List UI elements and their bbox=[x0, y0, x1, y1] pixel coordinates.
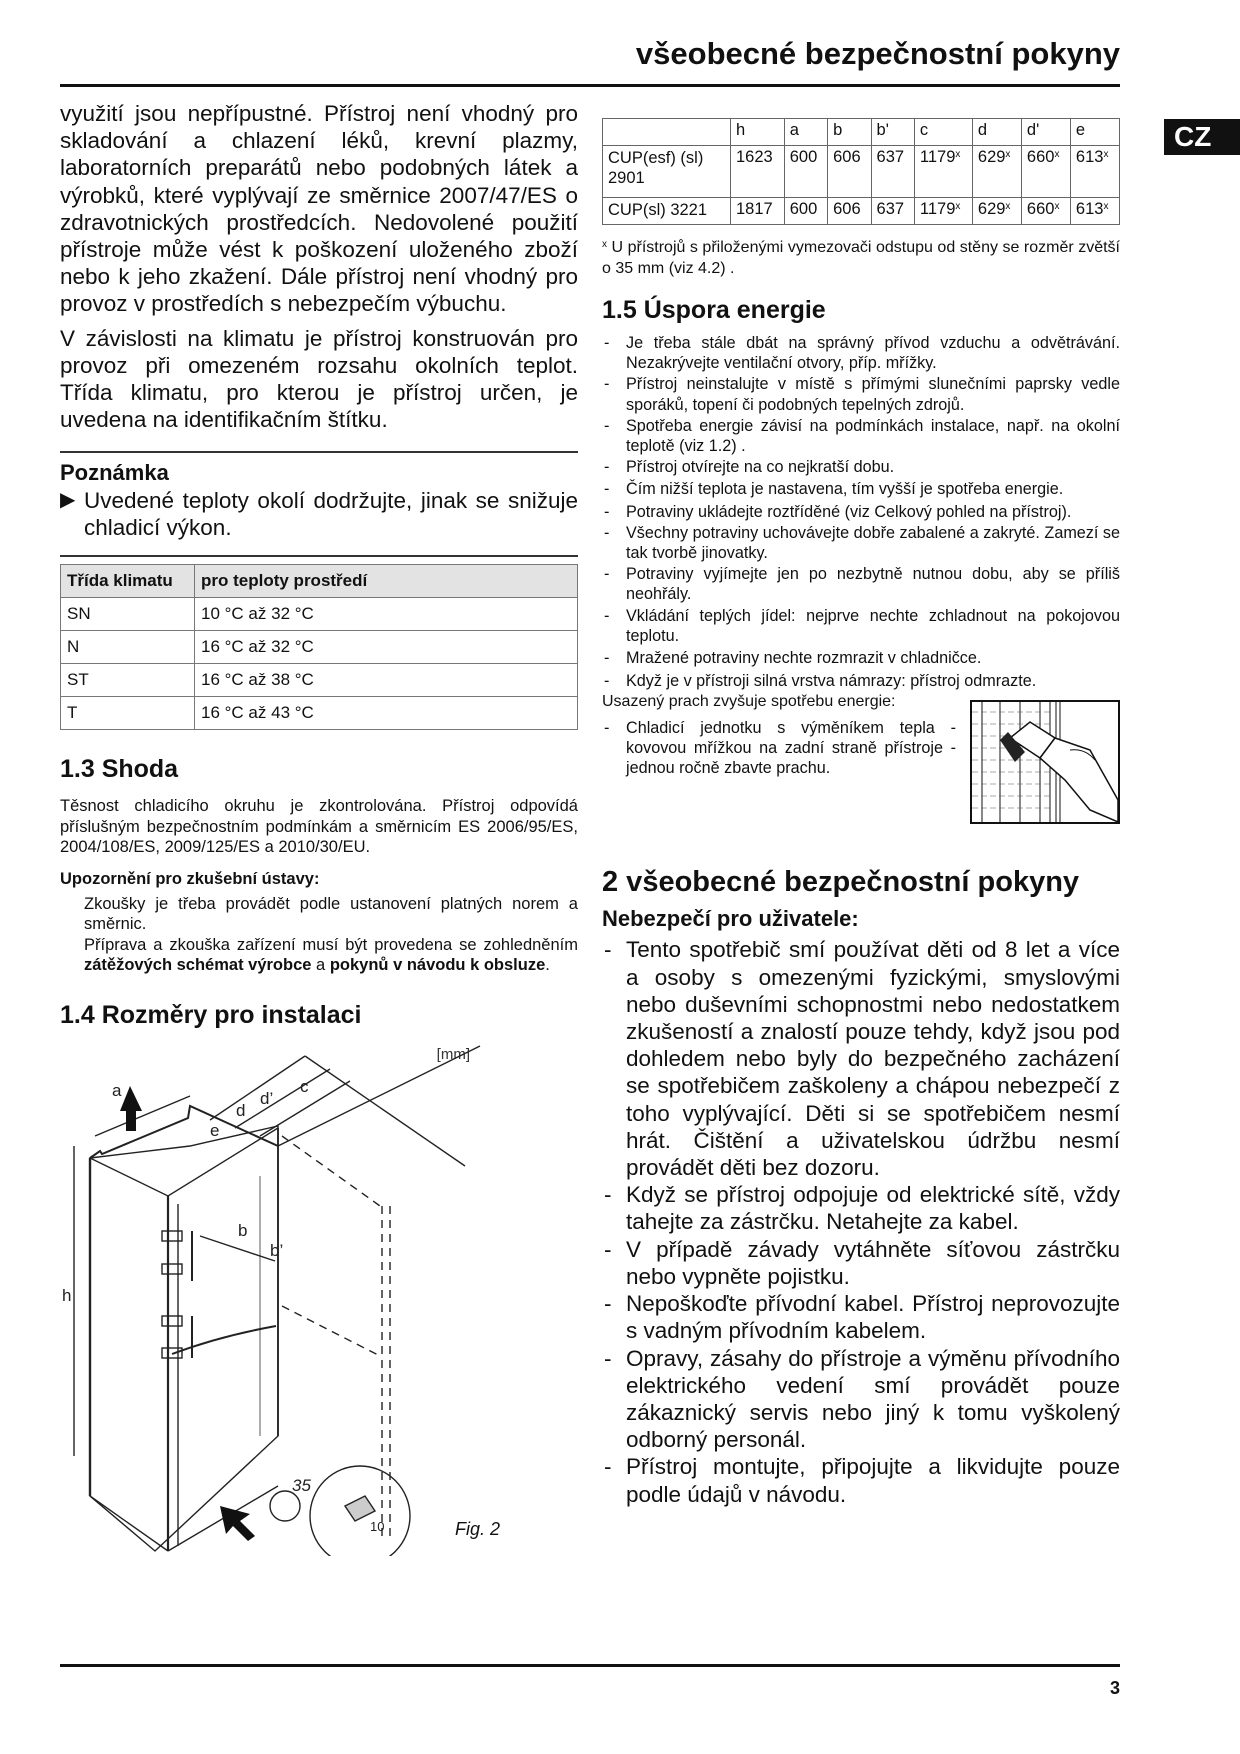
figure-caption: Fig. 2 bbox=[454, 1518, 500, 1539]
list-item bbox=[602, 1345, 1120, 1454]
climate-class-table bbox=[60, 564, 578, 730]
figure-unit-label: [mm] bbox=[436, 1045, 470, 1063]
list-item-text: Mražené potraviny nechte rozmrazit v chladničce. bbox=[626, 649, 982, 668]
dash-bullet: - bbox=[604, 1236, 612, 1262]
column-header: d bbox=[972, 119, 1021, 146]
table-cell: 16 °C až 32 °C bbox=[195, 631, 578, 664]
dash-bullet: - bbox=[604, 1345, 612, 1371]
dash-bullet: - bbox=[604, 334, 610, 352]
list-item bbox=[602, 1181, 1120, 1235]
dust-list bbox=[602, 718, 956, 779]
conformity-text: Těsnost chladicího okruhu je zkontrolována. Přístroj odpovídá příslušným bezpečnostním podmínkám a směrnicím ES 2006/95/ES, 2004/108/ES, 2009/125/ES a 2010/30/EU. bbox=[60, 797, 578, 857]
dash-bullet: - bbox=[604, 565, 610, 584]
list-item bbox=[602, 479, 1120, 499]
table-cell bbox=[1021, 146, 1070, 198]
list-item-text: Všechny potraviny uchovávejte dobře zabalené a zakryté. Zamezí se tak tvorbě jinovatky. bbox=[626, 523, 1120, 563]
page-number: 3 bbox=[1109, 1678, 1120, 1698]
cell-value: 629 bbox=[977, 148, 1006, 166]
footnote-mark: x bbox=[955, 201, 961, 212]
footer-rule bbox=[60, 1664, 1120, 1667]
cell-value: 613 bbox=[1075, 148, 1104, 166]
list-item bbox=[602, 564, 1120, 604]
dash-bullet: - bbox=[604, 1291, 612, 1317]
table-row bbox=[603, 146, 1120, 198]
section-heading-2: 2 všeobecné bezpečnostní pokyny bbox=[602, 866, 1080, 899]
dimension-label-a: a bbox=[112, 1080, 122, 1100]
intro-paragraph-1: využití jsou nepřípustné. Přístroj není vhodný pro skladování a chlazení léků, krevní plazmy, laboratorních preparátů nebo podobných látek a výrobků, které vyplývají ze směrnice 2007/47/ES o zdravotnických prostředcích. Nedovolené použití přístroje může vést k poškození uloženého zboží nebo k jeho zkažení. Dále přístroj není vhodný pro provoz v prostředích s nebezpečím výbuchu. bbox=[60, 101, 578, 317]
table-row bbox=[61, 598, 578, 631]
table-cell: 16 °C až 38 °C bbox=[195, 664, 578, 697]
dimension-label-c: c bbox=[300, 1076, 309, 1096]
table-cell: SN bbox=[61, 598, 195, 631]
list-item bbox=[602, 1290, 1120, 1344]
table-cell: T bbox=[61, 697, 195, 730]
list-item bbox=[602, 1453, 1120, 1507]
dash-bullet: - bbox=[604, 1182, 612, 1208]
list-item-text: Když je v přístroji silná vrstva námrazy: přístroj odmrazte. bbox=[626, 672, 1037, 691]
right-column bbox=[602, 118, 1120, 1508]
table-cell: ST bbox=[61, 664, 195, 697]
table-cell bbox=[972, 146, 1021, 198]
table-cell: 606 bbox=[828, 198, 871, 225]
table-cell: 16 °C až 43 °C bbox=[195, 697, 578, 730]
list-item-text: Opravy, zásahy do přístroje a výměnu přívodního elektrického vedení smí provádět pouze zákaznický servis nebo jiný k tomu vyškolený odborný personál. bbox=[626, 1345, 1120, 1453]
triangle-right-icon: ▶ bbox=[60, 489, 76, 512]
table-cell: 637 bbox=[871, 146, 914, 198]
dash-bullet: - bbox=[604, 375, 610, 394]
column-header: d' bbox=[1021, 119, 1070, 146]
footnote-mark: x bbox=[1103, 201, 1109, 212]
list-item-text: Je třeba stále dbát na správný přívod vzduchu a odvětrávání. Nezakrývejte ventilační otvory, příp. mřížky. bbox=[626, 334, 1120, 373]
testing-notice-line-2 bbox=[84, 935, 578, 976]
notice-emphasis: pokynů v návodu k obsluze bbox=[329, 956, 546, 975]
dash-bullet: - bbox=[604, 649, 610, 668]
list-item-text: Čím nižší teplota je nastavena, tím vyšší je spotřeba energie. bbox=[626, 480, 1064, 499]
dimension-label-d-prime: d’ bbox=[260, 1088, 274, 1108]
model-name-cell: CUP(esf) (sl) 2901 bbox=[603, 146, 731, 198]
list-item-text: Přístroj neinstalujte v místě s přímými slunečními paprsky vedle sporáků, topení či podobných tepelných zdrojů. bbox=[626, 375, 1120, 414]
table-cell bbox=[1070, 146, 1119, 198]
section-heading-1-4: 1.4 Rozměry pro instalaci bbox=[60, 1000, 362, 1029]
list-item-text: Nepoškoďte přívodní kabel. Přístroj neprovozujte s vadným přívodním kabelem. bbox=[626, 1291, 1120, 1344]
column-header: h bbox=[731, 119, 785, 146]
notice-text: a bbox=[311, 956, 330, 975]
page-header-title: všeobecné bezpečnostní pokyny bbox=[635, 36, 1120, 71]
cell-value: 1179 bbox=[919, 200, 956, 218]
table-cell: 600 bbox=[784, 198, 827, 225]
note-heading: Poznámka bbox=[60, 460, 169, 486]
table-row bbox=[61, 631, 578, 664]
footnote-text: U přístrojů s přiloženými vymezovači odstupu od stěny se rozměr zvětší o 35 mm (viz 4.2) . bbox=[602, 239, 1120, 277]
list-item bbox=[602, 333, 1120, 373]
cleaning-brush-illustration bbox=[970, 700, 1120, 824]
dash-bullet: - bbox=[604, 937, 612, 963]
column-header: a bbox=[784, 119, 827, 146]
footnote-mark: x bbox=[1103, 149, 1109, 160]
dimensions-table bbox=[602, 118, 1120, 225]
column-header: Třída klimatu bbox=[61, 565, 195, 598]
notice-text: Příprava a zkouška zařízení musí být provedena se zohledněním bbox=[84, 935, 578, 954]
list-item-text: Chladicí jednotku s výměníkem tepla - kovovou mřížkou na zadní straně přístroje - jednou ročně zbavte prachu. bbox=[626, 718, 956, 778]
list-item bbox=[602, 671, 1120, 691]
list-item-text: Přístroj montujte, připojujte a likvidujte pouze podle údajů v návodu. bbox=[626, 1454, 1120, 1507]
list-item-text: V případě závady vytáhněte síťovou zástrčku nebo vypněte pojistku. bbox=[626, 1236, 1120, 1289]
list-item bbox=[602, 1236, 1120, 1290]
table-cell bbox=[1021, 198, 1070, 225]
dust-intro: Usazený prach zvyšuje spotřebu energie: bbox=[602, 693, 896, 711]
header-rule bbox=[60, 84, 1120, 87]
dash-bullet: - bbox=[604, 718, 610, 737]
column-header bbox=[603, 119, 731, 146]
dash-bullet: - bbox=[604, 606, 610, 625]
table-cell: 10 °C až 32 °C bbox=[195, 598, 578, 631]
footnote-mark: x bbox=[1005, 201, 1011, 212]
dash-bullet: - bbox=[604, 672, 610, 691]
energy-saving-list bbox=[602, 333, 1120, 691]
notice-emphasis: zátěžových schémat výrobce bbox=[84, 956, 312, 975]
testing-notice-heading: Upozornění pro zkušební ústavy: bbox=[60, 869, 320, 888]
footnote-mark: x bbox=[955, 149, 961, 160]
intro-paragraph-2: V závislosti na klimatu je přístroj konstruován pro provoz při omezeném rozsahu okolních teplot. Třída klimatu, pro kterou je přístroj určen, je uvedena na identifikačním štítku. bbox=[60, 325, 578, 433]
footnote-mark: x bbox=[1005, 149, 1011, 160]
dash-bullet: - bbox=[604, 502, 610, 521]
table-cell bbox=[914, 198, 972, 225]
left-column bbox=[60, 100, 578, 1556]
cell-value: 629 bbox=[977, 200, 1006, 218]
language-badge: CZ bbox=[1164, 119, 1240, 155]
notice-text: . bbox=[545, 956, 550, 975]
note-top-rule bbox=[60, 451, 578, 453]
user-hazard-subheading: Nebezpečí pro uživatele: bbox=[602, 906, 859, 932]
list-item bbox=[602, 523, 1120, 563]
testing-notice-body bbox=[60, 894, 578, 976]
list-item bbox=[602, 374, 1120, 414]
table-cell: 1623 bbox=[731, 146, 785, 198]
table-header-row bbox=[61, 565, 578, 598]
dimension-footnote bbox=[602, 235, 1120, 279]
table-cell bbox=[972, 198, 1021, 225]
column-header: e bbox=[1070, 119, 1119, 146]
list-item-text: Potraviny ukládejte roztříděné (viz Celkový pohled na přístroj). bbox=[626, 502, 1072, 521]
list-item-text: Když se přístroj odpojuje od elektrické sítě, vždy tahejte za zástrčku. Netahejte za kabel. bbox=[626, 1182, 1120, 1235]
table-cell bbox=[914, 146, 972, 198]
dust-cleaning-text bbox=[602, 692, 970, 824]
table-row bbox=[603, 198, 1120, 225]
note-item bbox=[60, 487, 578, 541]
wrench-size-label: 10 bbox=[370, 1518, 385, 1534]
dash-bullet: - bbox=[604, 458, 610, 477]
dash-bullet: - bbox=[604, 523, 610, 542]
table-cell: 606 bbox=[828, 146, 871, 198]
note-bottom-rule bbox=[60, 555, 578, 557]
dash-bullet: - bbox=[604, 1454, 612, 1480]
column-header: b bbox=[828, 119, 871, 146]
list-item bbox=[602, 416, 1120, 456]
cell-value: 660 bbox=[1026, 200, 1055, 218]
list-item bbox=[602, 457, 1120, 477]
list-item-text: Tento spotřebič smí používat děti od 8 let a více a osoby s omezenými fyzickými, smyslovými nebo duševními schopnostmi nebo nedostatkem zkušeností a znalostí pouze tehdy, když jsou pod dohledem nebo byly do bezpečného zacházení se spotřebičem zaškoleny a chápou nebezpečí z toho vyplývající. Děti si se spotřebičem nesmí hrát. Čištění a uživatelskou údržbu nesmí provádět děti bez dozoru. bbox=[626, 937, 1120, 1181]
dimension-label-h: h bbox=[62, 1285, 72, 1305]
list-item bbox=[602, 502, 1120, 522]
list-item-text: Vkládání teplých jídel: nejprve nechte zchladnout na pokojovou teplotu. bbox=[626, 606, 1120, 645]
dash-bullet: - bbox=[604, 416, 610, 435]
table-row bbox=[61, 697, 578, 730]
list-item bbox=[602, 648, 1120, 668]
list-item-text: Přístroj otvírejte na co nejkratší dobu. bbox=[626, 458, 895, 477]
dash-bullet: - bbox=[604, 480, 610, 499]
dimension-label-d: d bbox=[236, 1100, 246, 1120]
footnote-mark: x bbox=[602, 239, 607, 250]
gap-label-35: 35 bbox=[292, 1475, 311, 1495]
column-header: c bbox=[914, 119, 972, 146]
column-header: b' bbox=[871, 119, 914, 146]
section-heading-1-3: 1.3 Shoda bbox=[60, 755, 179, 784]
model-name-cell: CUP(sl) 3221 bbox=[603, 198, 731, 225]
dust-cleaning-block bbox=[602, 692, 1120, 824]
list-item-text: Spotřeba energie závisí na podmínkách instalace, např. na okolní teplotě (viz 1.2) . bbox=[626, 416, 1120, 456]
safety-list bbox=[602, 936, 1120, 1507]
dimension-label-b-prime: b’ bbox=[270, 1240, 284, 1260]
note-text: Uvedené teploty okolí dodržujte, jinak se snižuje chladicí výkon. bbox=[84, 488, 578, 541]
footnote-mark: x bbox=[1054, 149, 1060, 160]
list-item bbox=[602, 718, 956, 779]
cell-value: 613 bbox=[1075, 200, 1104, 218]
table-cell: 600 bbox=[784, 146, 827, 198]
cell-value: 1179 bbox=[919, 148, 956, 166]
intro-text bbox=[60, 100, 578, 433]
table-cell: 1817 bbox=[731, 198, 785, 225]
table-row bbox=[61, 664, 578, 697]
note-box bbox=[60, 459, 578, 541]
installation-dimensions-figure bbox=[60, 1036, 500, 1556]
list-item bbox=[602, 606, 1120, 646]
table-cell bbox=[1070, 198, 1119, 225]
list-item-text: Potraviny vyjímejte jen po nezbytně nutnou dobu, aby se příliš neohřály. bbox=[626, 565, 1120, 604]
table-cell: 637 bbox=[871, 198, 914, 225]
table-header-row bbox=[603, 119, 1120, 146]
column-header: pro teploty prostředí bbox=[195, 565, 578, 598]
cell-value: 660 bbox=[1026, 148, 1055, 166]
table-cell: N bbox=[61, 631, 195, 664]
dimension-label-b: b bbox=[238, 1220, 248, 1240]
fridge-dimension-drawing bbox=[60, 1036, 500, 1556]
dimension-label-e: e bbox=[210, 1120, 220, 1140]
section-heading-1-5: 1.5 Úspora energie bbox=[602, 296, 826, 324]
testing-notice-line-1: Zkoušky je třeba provádět podle ustanovení platných norem a směrnic. bbox=[84, 894, 578, 934]
footnote-mark: x bbox=[1054, 201, 1060, 212]
list-item bbox=[602, 936, 1120, 1181]
